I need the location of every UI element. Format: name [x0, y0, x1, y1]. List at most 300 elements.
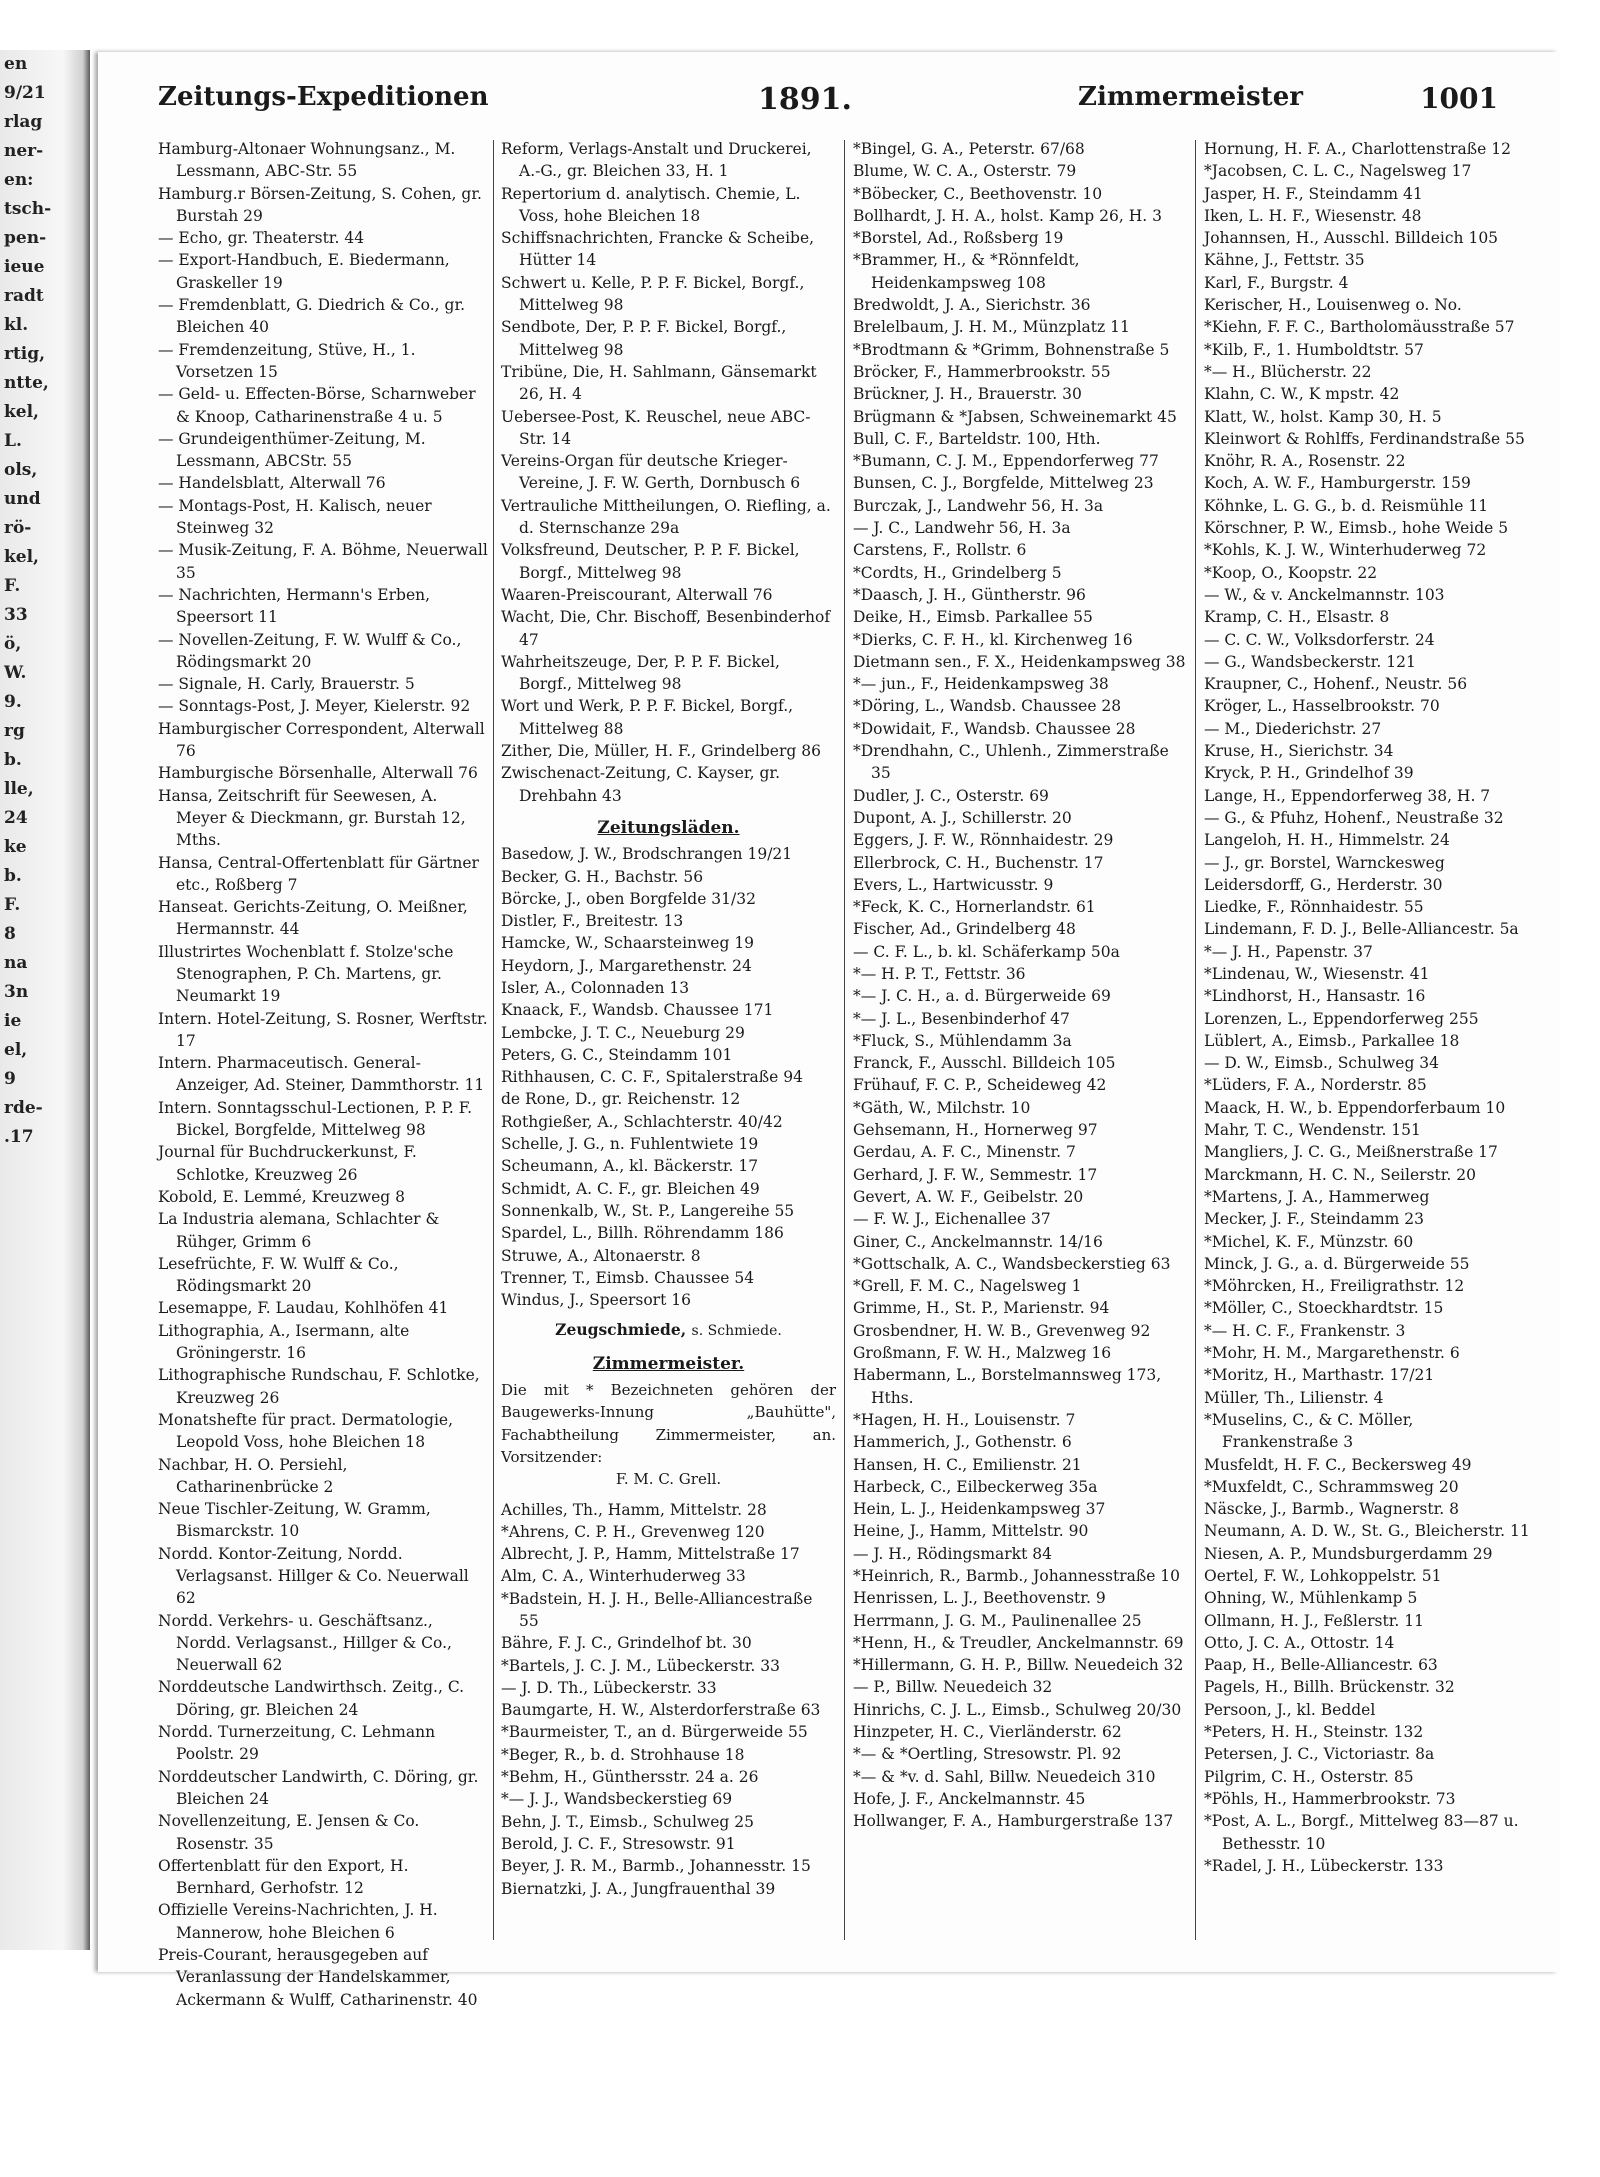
directory-entry: Novellenzeitung, E. Jensen & Co. Rosenstr. 35 — [158, 1812, 420, 1853]
directory-entry: Lange, H., Eppendorferweg 38, H. 7 — [1204, 786, 1491, 805]
directory-entry: Persoon, J., kl. Beddel — [1204, 1700, 1376, 1719]
directory-entry: — P., Billw. Neuedeich 32 — [853, 1678, 1053, 1697]
directory-entry: Dupont, A. J., Schillerstr. 20 — [853, 808, 1072, 827]
directory-entry: — G., & Pfuhz, Hohenf., Neustraße 32 — [1204, 808, 1504, 827]
directory-entry: *Jacobsen, C. L. C., Nagelsweg 17 — [1204, 162, 1472, 181]
directory-entry: *— J. H., Papenstr. 37 — [1204, 942, 1373, 961]
directory-entry: *Borstel, Ad., Roßsberg 19 — [853, 229, 1064, 248]
directory-entry: *Kiehn, F. F. C., Bartholomäusstraße 57 — [1204, 318, 1515, 337]
directory-entry: Gerdau, A. F. C., Minenstr. 7 — [853, 1143, 1076, 1162]
directory-entry: Ohning, W., Mühlenkamp 5 — [1204, 1589, 1418, 1608]
directory-entry: Kruse, H., Sierichstr. 34 — [1204, 742, 1394, 761]
column-2 — [501, 138, 836, 1900]
directory-entry: Gerhard, J. F. W., Semmestr. 17 — [853, 1165, 1098, 1184]
directory-entry: Hamburgische Börsenhalle, Alterwall 76 — [158, 764, 478, 783]
directory-entry: *Hillermann, G. H. P., Billw. Neuedeich 32 — [853, 1656, 1184, 1675]
directory-entry: Bollhardt, J. H. A., holst. Kamp 26, H. 3 — [853, 206, 1162, 225]
previous-page-fragment: 9/21 — [4, 83, 46, 103]
directory-entry: Peters, G. C., Steindamm 101 — [501, 1045, 733, 1064]
directory-entry: *— & *Oertling, Stresowstr. Pl. 92 — [853, 1745, 1122, 1764]
directory-entry: Lesemappe, F. Laudau, Kohlhöfen 41 — [158, 1299, 449, 1318]
section-heading-zimmermeister: Zimmermeister. — [592, 1353, 745, 1374]
directory-entry: *Moritz, H., Marthastr. 17/21 — [1204, 1366, 1435, 1385]
directory-entry: — C. C. W., Volksdorferstr. 24 — [1204, 630, 1435, 649]
directory-entry: *Kohls, K. J. W., Winterhuderweg 72 — [1204, 541, 1487, 560]
directory-entry: *Grell, F. M. C., Nagelsweg 1 — [853, 1277, 1082, 1296]
section-heading-zeugschmiede — [501, 1319, 836, 1342]
previous-page-fragment: el, — [4, 1040, 28, 1060]
directory-entry: Bröcker, F., Hammerbrookstr. 55 — [853, 362, 1111, 381]
directory-entry: *Daasch, J. H., Güntherstr. 96 — [853, 585, 1086, 604]
directory-entry: Hofe, J. F., Anckelmannstr. 45 — [853, 1789, 1086, 1808]
directory-entry: — F. W. J., Eichenallee 37 — [853, 1210, 1051, 1229]
directory-entry: *Cordts, H., Grindelberg 5 — [853, 563, 1062, 582]
directory-entry: Dudler, J. C., Osterstr. 69 — [853, 786, 1049, 805]
directory-entry: Hansa, Zeitschrift für Seewesen, A. Meyer & Dieckmann, gr. Burstah 12, Mths. — [158, 786, 466, 850]
directory-entry: Frühauf, F. C. P., Scheideweg 42 — [853, 1076, 1107, 1095]
directory-entry: Mahr, T. C., Wendenstr. 151 — [1204, 1121, 1421, 1140]
directory-entry: Scheumann, A., kl. Bäckerstr. 17 — [501, 1157, 759, 1176]
previous-page-fragment: rtig, — [4, 344, 46, 364]
directory-entry: *Henn, H., & Treudler, Anckelmannstr. 69 — [853, 1633, 1184, 1652]
directory-entry: Hinrichs, C. J. L., Eimsb., Schulweg 20/30 — [853, 1700, 1182, 1719]
previous-page-fragment: ie — [4, 1011, 22, 1031]
directory-entry: Niesen, A. P., Mundsburgerdamm 29 — [1204, 1544, 1493, 1563]
directory-entry: Lembcke, J. T. C., Neueburg 29 — [501, 1023, 745, 1042]
directory-entry: *— H. C. F., Frankenstr. 3 — [1204, 1321, 1406, 1340]
directory-entry: Ollmann, H. J., Feßlerstr. 11 — [1204, 1611, 1424, 1630]
directory-entry: *Lindhorst, H., Hansastr. 16 — [1204, 987, 1426, 1006]
previous-page-fragment: und — [4, 489, 41, 509]
directory-entry: — M., Diederichstr. 27 — [1204, 719, 1382, 738]
directory-entry: Zwischenact-Zeitung, C. Kayser, gr. Drehbahn 43 — [501, 764, 781, 805]
directory-entry: Leidersdorff, G., Herderstr. 30 — [1204, 875, 1443, 894]
directory-entry: Baumgarte, H. W., Alsterdorferstraße 63 — [501, 1701, 821, 1720]
directory-entry: Behn, J. T., Eimsb., Schulweg 25 — [501, 1812, 754, 1831]
previous-page-fragment: tsch- — [4, 199, 52, 219]
previous-page-fragment: kel, — [4, 547, 39, 567]
directory-entry: Bredwoldt, J. A., Sierichstr. 36 — [853, 296, 1091, 315]
previous-page-fragment: b. — [4, 750, 22, 770]
directory-entry: *— J. L., Besenbinderhof 47 — [853, 1009, 1070, 1028]
directory-entry: *Gäth, W., Milchstr. 10 — [853, 1098, 1031, 1117]
previous-page-fragment: b. — [4, 866, 22, 886]
page-number: 1001 — [1420, 82, 1498, 115]
directory-entry: Ellerbrock, C. H., Buchenstr. 17 — [853, 853, 1104, 872]
directory-entry: Norddeutsche Landwirthsch. Zeitg., C. Döring, gr. Bleichen 24 — [158, 1678, 465, 1719]
directory-entry: *Dowidait, F., Wandsb. Chaussee 28 — [853, 719, 1136, 738]
directory-entry: — J. H., Rödingsmarkt 84 — [853, 1544, 1052, 1563]
directory-entry: *Koop, O., Koopstr. 22 — [1204, 563, 1378, 582]
directory-entry: de Rone, D., gr. Reichenstr. 12 — [501, 1090, 741, 1109]
directory-entry: Franck, F., Ausschl. Billdeich 105 — [853, 1054, 1116, 1073]
previous-page-fragment: W. — [4, 663, 27, 683]
column-rule — [1195, 140, 1196, 1940]
previous-page-fragment: en: — [4, 170, 34, 190]
directory-entry: Sonnenkalb, W., St. P., Langereihe 55 — [501, 1201, 795, 1220]
directory-entry: Tribüne, Die, H. Sahlmann, Gänsemarkt 26, H. 4 — [501, 362, 817, 404]
directory-entry: Evers, L., Hartwicusstr. 9 — [853, 875, 1054, 894]
directory-entry: Grimme, H., St. P., Marienstr. 94 — [853, 1299, 1110, 1318]
previous-page-fragment: F. — [4, 895, 21, 915]
directory-entry: *— H. P. T., Fettstr. 36 — [853, 964, 1026, 983]
directory-entry: *Fluck, S., Mühlendamm 3a — [853, 1031, 1072, 1050]
directory-entry: Habermann, L., Borstelmannsweg 173, Hths. — [853, 1366, 1162, 1407]
directory-entry: *Lindenau, W., Wiesenstr. 41 — [1204, 964, 1430, 983]
column-4 — [1204, 138, 1534, 1877]
directory-entry: Hamburg.r Börsen-Zeitung, S. Cohen, gr. Burstah 29 — [158, 184, 482, 225]
directory-entry: Isler, A., Colonnaden 13 — [501, 978, 690, 997]
directory-entry: Harbeck, C., Eilbeckerweg 35a — [853, 1477, 1098, 1496]
previous-page-fragment: kl. — [4, 315, 29, 335]
previous-page-fragment: lle, — [4, 779, 34, 799]
directory-entry: — Geld- u. Effecten-Börse, Scharnweber & Knoop, Catharinenstraße 4 u. 5 — [158, 385, 476, 426]
previous-page-fragment: ntte, — [4, 373, 49, 393]
previous-page-fragment: 9 — [4, 1069, 16, 1089]
directory-entry: *— & *v. d. Sahl, Billw. Neuedeich 310 — [853, 1767, 1156, 1786]
directory-entry: Marckmann, H. C. N., Seilerstr. 20 — [1204, 1165, 1476, 1184]
directory-entry: *Bumann, C. J. M., Eppendorferweg 77 — [853, 452, 1159, 471]
directory-entry: *— jun., F., Heidenkampsweg 38 — [853, 675, 1109, 694]
directory-entry: Grosbendner, H. W. B., Grevenweg 92 — [853, 1321, 1151, 1340]
directory-entry: Achilles, Th., Hamm, Mittelstr. 28 — [501, 1500, 767, 1519]
directory-entry: *— J. C. H., a. d. Bürgerweide 69 — [853, 987, 1111, 1006]
directory-entry: Knöhr, R. A., Rosenstr. 22 — [1204, 452, 1406, 471]
directory-entry: Kröger, L., Hasselbrookstr. 70 — [1204, 697, 1440, 716]
directory-entry: Hansa, Central-Offertenblatt für Gärtner etc., Roßberg 7 — [158, 853, 479, 894]
directory-entry: Deike, H., Eimsb. Parkallee 55 — [853, 608, 1093, 627]
directory-entry: Maack, H. W., b. Eppendorferbaum 10 — [1204, 1098, 1506, 1117]
directory-entry: Blume, W. C. A., Osterstr. 79 — [853, 162, 1077, 181]
directory-entry: Körschner, P. W., Eimsb., hohe Weide 5 — [1204, 519, 1509, 538]
directory-entry: Pilgrim, C. H., Osterstr. 85 — [1204, 1767, 1414, 1786]
column-rule — [844, 140, 845, 1940]
directory-entry: — Handelsblatt, Alterwall 76 — [158, 474, 386, 493]
directory-entry: Kobold, E. Lemmé, Kreuzweg 8 — [158, 1187, 406, 1206]
directory-entry: *Badstein, H. J. H., Belle-Alliancestraße 55 — [501, 1589, 813, 1630]
page-header — [158, 82, 1498, 122]
directory-entry: Musfeldt, H. F. C., Beckersweg 49 — [1204, 1455, 1472, 1474]
directory-entry: Waaren-Preiscourant, Alterwall 76 — [501, 585, 773, 604]
directory-entry: La Industria alemana, Schlachter & Rühger, Grimm 6 — [158, 1210, 440, 1251]
previous-page-fragment: ner- — [4, 141, 44, 161]
directory-entry: Reform, Verlags-Anstalt und Druckerei, A.-G., gr. Bleichen 33, H. 1 — [501, 140, 812, 181]
directory-entry: Lindemann, F. D. J., Belle-Alliancestr. 5a — [1204, 920, 1519, 939]
directory-entry: Berold, J. C. F., Stresowstr. 91 — [501, 1834, 736, 1853]
directory-entry: Hansen, H. C., Emilienstr. 21 — [853, 1455, 1082, 1474]
directory-entry: Offizielle Vereins-Nachrichten, J. H. Mannerow, hohe Bleichen 6 — [158, 1901, 438, 1942]
directory-entry: — G., Wandsbeckerstr. 121 — [1204, 652, 1416, 671]
directory-entry: Illustrirtes Wochenblatt f. Stolze'sche Stenographen, P. Ch. Martens, gr. Neumarkt 19 — [158, 942, 454, 1006]
running-head-right: Zimmermeister — [1078, 82, 1303, 112]
directory-entry: — J. D. Th., Lübeckerstr. 33 — [501, 1678, 717, 1697]
directory-entry: Sendbote, Der, P. P. F. Bickel, Borgf., Mittelweg 98 — [501, 318, 787, 359]
directory-entry: *Lüders, F. A., Norderstr. 85 — [1204, 1076, 1427, 1095]
directory-entry: Lithographische Rundschau, F. Schlotke, Kreuzweg 26 — [158, 1366, 480, 1407]
directory-entry: Neumann, A. D. W., St. G., Bleicherstr. 11 — [1204, 1522, 1530, 1541]
directory-entry: *— J. J., Wandsbeckerstieg 69 — [501, 1790, 733, 1809]
directory-entry: Näscke, J., Barmb., Wagnerstr. 8 — [1204, 1500, 1460, 1519]
previous-page-fragment: radt — [4, 286, 44, 306]
directory-entry: Hamcke, W., Schaarsteinweg 19 — [501, 934, 755, 953]
directory-entry: Henrissen, L. J., Beethovenstr. 9 — [853, 1589, 1106, 1608]
directory-entry: Herrmann, J. G. M., Paulinenallee 25 — [853, 1611, 1142, 1630]
zeugschmiede-crossref: s. Schmiede. — [691, 1323, 782, 1340]
directory-entry: — Novellen-Zeitung, F. W. Wulff & Co., Rödingsmarkt 20 — [158, 630, 462, 671]
directory-entry: Lesefrüchte, F. W. Wulff & Co., Rödingsmarkt 20 — [158, 1254, 399, 1296]
directory-entry: *Behm, H., Günthersstr. 24 a. 26 — [501, 1768, 759, 1787]
directory-entry: *Bingel, G. A., Peterstr. 67/68 — [853, 140, 1085, 158]
directory-entry: Offertenblatt für den Export, H. Bernhard, Gerhofstr. 12 — [158, 1856, 409, 1898]
directory-entry: Eggers, J. F. W., Rönnhaidestr. 29 — [853, 831, 1114, 850]
directory-entry: — Nachrichten, Hermann's Erben, Speersort 11 — [158, 585, 431, 627]
directory-entry: Struwe, A., Altonaerstr. 8 — [501, 1246, 701, 1265]
previous-page-fragment: rde- — [4, 1098, 43, 1118]
previous-page-fragment: 8 — [4, 924, 16, 944]
directory-entry: Johannsen, H., Ausschl. Billdeich 105 — [1204, 229, 1499, 248]
directory-entry: Nachbar, H. O. Persiehl, Catharinenbrücke 2 — [158, 1455, 348, 1496]
directory-entry: Wahrheitszeuge, Der, P. P. F. Bickel, Borgf., Mittelweg 98 — [501, 652, 780, 694]
directory-entry: Intern. Hotel-Zeitung, S. Rosner, Werftstr. 17 — [158, 1009, 488, 1050]
directory-entry: *Hagen, H. H., Louisenstr. 7 — [853, 1410, 1076, 1429]
directory-entry: Minck, J. G., a. d. Bürgerweide 55 — [1204, 1254, 1470, 1273]
directory-entry: *Radel, J. H., Lübeckerstr. 133 — [1204, 1856, 1444, 1875]
directory-entry: *Pöhls, H., Hammerbrookstr. 73 — [1204, 1789, 1456, 1808]
chairman-name: F. M. C. Grell. — [615, 1470, 722, 1489]
directory-entry: Norddeutscher Landwirth, C. Döring, gr. Bleichen 24 — [158, 1767, 479, 1808]
directory-entry: Kryck, P. H., Grindelhof 39 — [1204, 764, 1414, 783]
previous-page-fragment: pen- — [4, 228, 47, 248]
directory-entry: Brügmann & *Jabsen, Schweinemarkt 45 — [853, 407, 1177, 426]
directory-entry: Hamburg-Altonaer Wohnungsanz., M. Lessmann, ABC-Str. 55 — [158, 140, 456, 181]
previous-page-fragment: ieue — [4, 257, 45, 277]
previous-page-edge — [0, 50, 90, 1950]
directory-entry: Kleinwort & Rohlffs, Ferdinandstraße 55 — [1204, 429, 1525, 448]
directory-entry: *Möhrcken, H., Freiligrathstr. 12 — [1204, 1277, 1465, 1296]
directory-entry: Köhnke, L. G. G., b. d. Reismühle 11 — [1204, 496, 1489, 515]
directory-entry: Hanseat. Gerichts-Zeitung, O. Meißner, Hermannstr. 44 — [158, 898, 468, 939]
directory-entry: — Signale, H. Carly, Brauerstr. 5 — [158, 675, 415, 694]
directory-entry: Liedke, F., Rönnhaidestr. 55 — [1204, 898, 1424, 917]
directory-entry: Pagels, H., Billh. Brückenstr. 32 — [1204, 1678, 1455, 1697]
directory-entry: *Gottschalk, A. C., Wandsbeckerstieg 63 — [853, 1254, 1171, 1273]
directory-entry: Spardel, L., Billh. Röhrendamm 186 — [501, 1224, 784, 1243]
directory-entry: Petersen, J. C., Victoriastr. 8a — [1204, 1745, 1435, 1764]
directory-entry: Schiffsnachrichten, Francke & Scheibe, Hütter 14 — [501, 229, 815, 270]
directory-entry: Intern. Sonntagsschul-Lectionen, P. P. F. Bickel, Borgfelde, Mittelweg 98 — [158, 1098, 473, 1140]
previous-page-fragment: en — [4, 54, 28, 74]
directory-entry: Oertel, F. W., Lohkoppelstr. 51 — [1204, 1567, 1442, 1585]
column-1 — [158, 138, 488, 2011]
directory-entry: Windus, J., Speersort 16 — [501, 1291, 691, 1310]
directory-entry: Knaack, F., Wandsb. Chaussee 171 — [501, 1001, 774, 1020]
directory-entry: Heine, J., Hamm, Mittelstr. 90 — [853, 1522, 1089, 1541]
running-head-year: 1891. — [758, 82, 852, 117]
previous-page-fragment: 33 — [4, 605, 28, 625]
section-heading-zeitungslaeden: Zeitungsläden. — [597, 817, 740, 838]
directory-entry: — Export-Handbuch, E. Biedermann, Graskeller 19 — [158, 251, 450, 292]
directory-entry: *Muxfeldt, C., Schrammsweg 20 — [1204, 1477, 1459, 1496]
previous-page-fragment: kel, — [4, 402, 39, 422]
directory-entry: Mecker, J. F., Steindamm 23 — [1204, 1210, 1425, 1229]
directory-entry: *Heinrich, R., Barmb., Johannesstraße 10 — [853, 1567, 1181, 1585]
previous-page-fragment: ols, — [4, 460, 38, 480]
directory-entry: Lorenzen, L., Eppendorferweg 255 — [1204, 1009, 1479, 1028]
previous-page-fragment: rlag — [4, 112, 43, 132]
directory-entry: Kraupner, C., Hohenf., Neustr. 56 — [1204, 675, 1468, 694]
directory-entry: Langeloh, H. H., Himmelstr. 24 — [1204, 831, 1450, 850]
directory-entry: Börcke, J., oben Borgfelde 31/32 — [501, 889, 756, 908]
directory-entry: Distler, F., Breitestr. 13 — [501, 912, 684, 931]
directory-entry: Müller, Th., Lilienstr. 4 — [1204, 1388, 1384, 1407]
directory-entry: Hollwanger, F. A., Hamburgerstraße 137 — [853, 1812, 1174, 1831]
directory-entry: — Grundeigenthümer-Zeitung, M. Lessmann, ABCStr. 55 — [158, 429, 426, 471]
running-head-left: Zeitungs-Expeditionen — [158, 82, 489, 112]
directory-entry: Wort und Werk, P. P. F. Bickel, Borgf., Mittelweg 88 — [501, 697, 794, 738]
directory-entry: Nordd. Verkehrs- u. Geschäftsanz., Nordd. Verlagsanst., Hillger & Co., Neuerwall 62 — [158, 1611, 452, 1675]
directory-entry: Trenner, T., Eimsb. Chaussee 54 — [501, 1268, 755, 1287]
directory-entry: Uebersee-Post, K. Reuschel, neue ABC-Str. 14 — [501, 407, 811, 448]
directory-entry: Monatshefte für pract. Dermatologie, Leopold Voss, hohe Bleichen 18 — [158, 1410, 453, 1452]
directory-entry: Albrecht, J. P., Hamm, Mittelstraße 17 — [501, 1545, 800, 1564]
directory-entry: Karl, F., Burgstr. 4 — [1204, 273, 1349, 292]
directory-entry: *Muselins, C., & C. Möller, Frankenstraße 3 — [1204, 1410, 1414, 1452]
directory-entry: — J., gr. Borstel, Warnckesweg — [1204, 853, 1445, 872]
previous-page-fragment: .17 — [4, 1127, 34, 1147]
directory-entry: Becker, G. H., Bachstr. 56 — [501, 867, 704, 886]
directory-entry: — Montags-Post, H. Kalisch, neuer Steinweg 32 — [158, 496, 432, 538]
directory-entry: *Bartels, J. C. J. M., Lübeckerstr. 33 — [501, 1656, 780, 1675]
directory-entry: — Musik-Zeitung, F. A. Böhme, Neuerwall 35 — [158, 541, 488, 582]
directory-entry: Lithographia, A., Isermann, alte Gröningerstr. 16 — [158, 1321, 410, 1363]
directory-entry: Giner, C., Anckelmannstr. 14/16 — [853, 1232, 1103, 1251]
directory-entry: *Mohr, H. M., Margarethenstr. 6 — [1204, 1344, 1460, 1363]
directory-entry: *Feck, K. C., Hornerlandstr. 61 — [853, 898, 1096, 917]
directory-entry: Vertrauliche Mittheilungen, O. Riefling, a. d. Sternschanze 29a — [501, 496, 831, 538]
directory-entry: — Echo, gr. Theaterstr. 44 — [158, 229, 365, 248]
directory-entry: *Post, A. L., Borgf., Mittelweg 83—87 u. Bethesstr. 10 — [1204, 1812, 1519, 1853]
previous-page-fragment: rg — [4, 721, 25, 741]
directory-entry: Brückner, J. H., Brauerstr. 30 — [853, 385, 1082, 404]
previous-page-fragment: na — [4, 953, 28, 973]
directory-entry: Rothgießer, A., Schlachterstr. 40/42 — [501, 1112, 783, 1131]
previous-page-fragment: 24 — [4, 808, 28, 828]
directory-entry: Zither, Die, Müller, H. F., Grindelberg 86 — [501, 742, 821, 761]
directory-entry: — Sonntags-Post, J. Meyer, Kielerstr. 92 — [158, 697, 471, 716]
directory-entry: Kramp, C. H., Elsastr. 8 — [1204, 608, 1390, 627]
directory-entry: Hornung, H. F. A., Charlottenstraße 12 — [1204, 140, 1511, 158]
column-3 — [853, 138, 1188, 1833]
directory-entry: Nordd. Turnerzeitung, C. Lehmann Poolstr. 29 — [158, 1723, 436, 1764]
directory-entry: *Dierks, C. F. H., kl. Kirchenweg 16 — [853, 630, 1133, 649]
previous-page-fragment: L. — [4, 431, 22, 451]
directory-entry: Schmidt, A. C. F., gr. Bleichen 49 — [501, 1179, 760, 1198]
directory-entry: Hammerich, J., Gothenstr. 6 — [853, 1433, 1072, 1452]
directory-entry: Kähne, J., Fettstr. 35 — [1204, 251, 1365, 270]
directory-entry: Klahn, C. W., K mpstr. 42 — [1204, 385, 1400, 404]
directory-entry: Fischer, Ad., Grindelberg 48 — [853, 920, 1076, 939]
directory-entry: — W., & v. Anckelmannstr. 103 — [1204, 585, 1445, 604]
directory-entry: Dietmann sen., F. X., Heidenkampsweg 38 — [853, 652, 1186, 671]
directory-entry: Hein, L. J., Heidenkampsweg 37 — [853, 1500, 1106, 1519]
directory-entry: Carstens, F., Rollstr. 6 — [853, 541, 1027, 560]
directory-entry: *Ahrens, C. P. H., Grevenweg 120 — [501, 1522, 765, 1541]
directory-entry: *Martens, J. A., Hammerweg — [1204, 1187, 1430, 1206]
directory-entry: *Peters, H. H., Steinstr. 132 — [1204, 1723, 1424, 1742]
directory-entry: Nordd. Kontor-Zeitung, Nordd. Verlagsanst. Hillger & Co. Neuerwall 62 — [158, 1544, 469, 1608]
directory-entry: Repertorium d. analytisch. Chemie, L. Voss, hohe Bleichen 18 — [501, 184, 801, 225]
directory-entry: Kerischer, H., Louisenweg o. No. — [1204, 296, 1462, 315]
zimmermeister-intro — [501, 1379, 836, 1490]
directory-entry: Burczak, J., Landwehr 56, H. 3a — [853, 496, 1104, 515]
directory-entry: *Brammer, H., & *Rönnfeldt, Heidenkampsweg 108 — [853, 251, 1080, 292]
directory-entry: Beyer, J. R. M., Barmb., Johannesstr. 15 — [501, 1857, 811, 1876]
directory-entry: Intern. Pharmaceutisch. General-Anzeiger, Ad. Steiner, Dammthorstr. 11 — [158, 1054, 485, 1095]
directory-entry: Neue Tischler-Zeitung, W. Gramm, Bismarckstr. 10 — [158, 1500, 431, 1541]
directory-entry: *Möller, C., Stoeckhardtstr. 15 — [1204, 1299, 1444, 1318]
directory-entry: Mangliers, J. C. G., Meißnerstraße 17 — [1204, 1143, 1498, 1162]
directory-entry: *Döring, L., Wandsb. Chaussee 28 — [853, 697, 1122, 716]
directory-entry: Schwert u. Kelle, P. P. F. Bickel, Borgf., Mittelweg 98 — [501, 273, 805, 315]
directory-entry: Paap, H., Belle-Alliancestr. 63 — [1204, 1656, 1438, 1675]
directory-entry: Großmann, F. W. H., Malzweg 16 — [853, 1344, 1112, 1363]
intro-text: Die mit * Bezeichneten gehören der Baugewerks-Innung „Bauhütte", Fachabtheilung Zimmermeister, an. Vorsitzender: — [501, 1381, 836, 1466]
directory-entry: Biernatzki, J. A., Jungfrauenthal 39 — [501, 1879, 776, 1898]
directory-entry: *Drendhahn, C., Uhlenh., Zimmerstraße 35 — [853, 742, 1169, 783]
directory-entry: — Fremdenblatt, G. Diedrich & Co., gr. Bleichen 40 — [158, 296, 466, 337]
directory-entry: *Kilb, F., 1. Humboldtstr. 57 — [1204, 340, 1424, 359]
directory-entry: Bähre, F. J. C., Grindelhof bt. 30 — [501, 1634, 752, 1653]
directory-entry: Otto, J. C. A., Ottostr. 14 — [1204, 1633, 1395, 1652]
directory-entry: Heydorn, J., Margarethenstr. 24 — [501, 956, 752, 975]
directory-entry: Iken, L. H. F., Wiesenstr. 48 — [1204, 206, 1422, 225]
directory-entry: *Michel, K. F., Münzstr. 60 — [1204, 1232, 1414, 1251]
previous-page-fragment: F. — [4, 576, 21, 596]
previous-page-fragment: 9. — [4, 692, 22, 712]
directory-entry: Gehsemann, H., Hornerweg 97 — [853, 1121, 1098, 1140]
directory-entry: *Brodtmann & *Grimm, Bohnenstraße 5 — [853, 340, 1170, 359]
directory-entry: Journal für Buchdruckerkunst, F. Schlotke, Kreuzweg 26 — [158, 1143, 417, 1184]
directory-entry: *— H., Blücherstr. 22 — [1204, 362, 1372, 381]
directory-entry: Wacht, Die, Chr. Bischoff, Besenbinderhof 47 — [501, 608, 831, 649]
directory-entry: Gevert, A. W. F., Geibelstr. 20 — [853, 1187, 1084, 1206]
previous-page-fragment: ke — [4, 837, 27, 857]
directory-entry: *Baurmeister, T., an d. Bürgerweide 55 — [501, 1723, 808, 1742]
directory-entry: Jasper, H. F., Steindamm 41 — [1204, 184, 1423, 203]
directory-entry: Bull, C. F., Barteldstr. 100, Hth. — [853, 429, 1101, 448]
directory-entry: *Böbecker, C., Beethovenstr. 10 — [853, 184, 1103, 203]
directory-entry: — C. F. L., b. kl. Schäferkamp 50a — [853, 942, 1120, 961]
directory-entry: Klatt, W., holst. Kamp 30, H. 5 — [1204, 407, 1442, 426]
directory-entry: — J. C., Landwehr 56, H. 3a — [853, 519, 1071, 538]
directory-entry: Brelelbaum, J. H. M., Münzplatz 11 — [853, 318, 1130, 337]
directory-entry: Lüblert, A., Eimsb., Parkallee 18 — [1204, 1031, 1460, 1050]
directory-entry: Alm, C. A., Winterhuderweg 33 — [501, 1567, 746, 1586]
directory-entry: Koch, A. W. F., Hamburgerstr. 159 — [1204, 474, 1471, 493]
directory-entry: Vereins-Organ für deutsche Krieger-Vereine, J. F. W. Gerth, Dornbusch 6 — [501, 452, 801, 493]
previous-page-fragment: ö, — [4, 634, 22, 654]
directory-entry: *Beger, R., b. d. Strohhause 18 — [501, 1745, 745, 1764]
directory-entry: Hinzpeter, H. C., Vierländerstr. 62 — [853, 1723, 1122, 1742]
directory-entry: Hamburgischer Correspondent, Alterwall 76 — [158, 719, 485, 761]
directory-entry: Schelle, J. G., n. Fuhlentwiete 19 — [501, 1135, 759, 1154]
directory-entry: Basedow, J. W., Brodschrangen 19/21 — [501, 845, 793, 864]
directory-entry: Preis-Courant, herausgegeben auf Veranlassung der Handelskammer, Ackermann & Wulff, Catharinenstr. 40 — [158, 1946, 478, 2009]
directory-entry: — Fremdenzeitung, Stüve, H., 1. Vorsetzen 15 — [158, 340, 416, 381]
directory-entry: Volksfreund, Deutscher, P. P. F. Bickel, Borgf., Mittelweg 98 — [501, 541, 800, 582]
column-rule — [493, 140, 494, 1940]
directory-entry: — D. W., Eimsb., Schulweg 34 — [1204, 1054, 1440, 1073]
